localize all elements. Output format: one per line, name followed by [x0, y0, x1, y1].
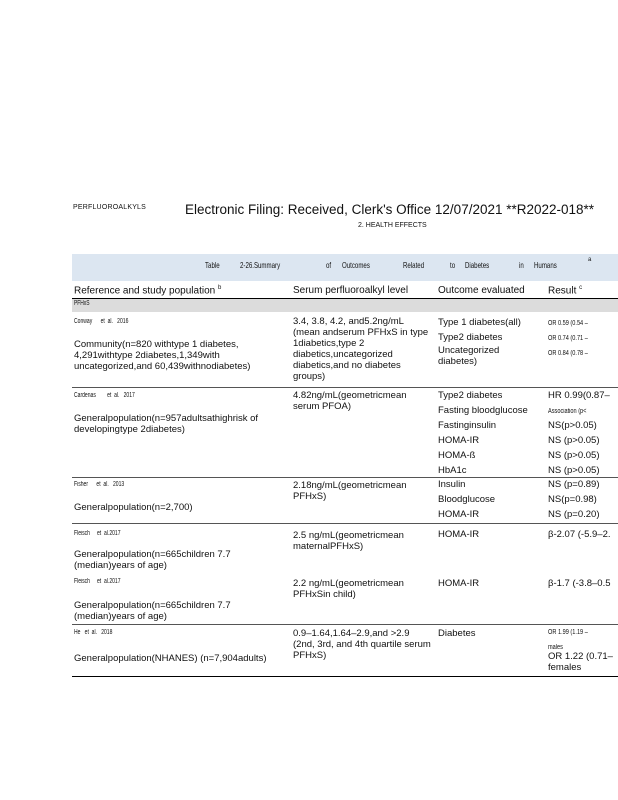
- result-item: NS (p>0.05): [548, 435, 600, 446]
- study-population: Generalpopulation(NHANES) (n=7,904adults): [74, 653, 267, 664]
- citation: Cardenas et al. 2017: [74, 392, 135, 399]
- outcome-item: HOMA-IR: [438, 435, 480, 446]
- citation: Fleisch et al.2017: [74, 578, 121, 585]
- table-title-word: to: [450, 260, 456, 270]
- result-list: [548, 388, 618, 478]
- serum-level: 2.2 ng/mL(geometricmean PFHxSin child): [293, 578, 404, 600]
- study-population: Generalpopulation(n=2,700): [74, 502, 193, 513]
- column-header-result: Result $^c$: [548, 285, 583, 297]
- row-divider: [72, 523, 618, 524]
- result-item: OR 1.22 (0.71–: [548, 651, 613, 662]
- table-title-word: 2-26.Summary: [240, 260, 281, 270]
- outcome-item: Fastinginsulin: [438, 420, 497, 431]
- outcome-list: [438, 477, 546, 522]
- serum-level: 2.18ng/mL(geometricmean PFHxS): [293, 480, 407, 502]
- section-band: [72, 299, 618, 312]
- result-item: OR 0.84 (0.78 –: [548, 350, 588, 357]
- table-title-word: Humans: [534, 260, 557, 270]
- outcome-list: [438, 388, 546, 478]
- column-header-outcome: Outcome evaluated: [438, 285, 525, 296]
- column-header-serum: Serum perfluoroalkyl level: [293, 285, 409, 296]
- result-item: NS (p=0.89): [548, 479, 600, 490]
- result-list: [548, 576, 618, 591]
- outcome-list: [438, 527, 546, 542]
- table-title-word: in: [519, 260, 524, 270]
- table-title-word: Diabetes: [465, 260, 490, 270]
- result-list: [548, 477, 618, 522]
- result-item: NS (p>0.05): [548, 465, 600, 476]
- result-item: NS(p=0.98): [548, 494, 597, 505]
- serum-level: 3.4, 3.8, 4.2, and5.2ng/mL (mean andserum PFHxS in type 1diabetics,type 2 diabetics,uncategorized diabetics,and no diabetes groups): [293, 316, 429, 382]
- serum-level: 4.82ng/mL(geometricmean serum PFOA): [293, 390, 407, 412]
- outcome-item: Type2 diabetes: [438, 390, 503, 401]
- study-population: Generalpopulation(n=957adultsathighrisk of developingtype 2diabetes): [74, 413, 259, 435]
- result-list: [548, 626, 618, 673]
- citation: He et al. 2018: [74, 629, 113, 636]
- table-title-bar: [72, 254, 618, 281]
- table-title-word: Outcomes: [342, 260, 370, 270]
- result-item: Association (p<: [548, 408, 587, 415]
- outcome-item: Bloodglucose: [438, 494, 496, 505]
- result-item: OR 0.59 (0.54 –: [548, 320, 588, 327]
- outcome-item: HOMA-IR: [438, 529, 480, 540]
- outcome-item: Fasting bloodglucose: [438, 405, 528, 416]
- serum-level: 2.5 ng/mL(geometricmean maternalPFHxS): [293, 530, 404, 552]
- outcome-list: [438, 626, 546, 641]
- outcome-item: HOMA-IR: [438, 509, 480, 520]
- result-item: NS(p>0.05): [548, 420, 597, 431]
- citation: Conway et al. 2016: [74, 318, 129, 325]
- outcome-item: HOMA-ß: [438, 450, 476, 461]
- column-header-reference: Reference and study population $^b$: [74, 285, 222, 297]
- section-label: PFHxS: [74, 300, 90, 307]
- result-list: [548, 315, 618, 360]
- result-item: females: [548, 662, 582, 673]
- outcome-item: Uncategorized diabetes): [438, 345, 500, 367]
- result-item: β-2.07 (-5.9–2.: [548, 529, 611, 540]
- outcome-list: [438, 576, 546, 591]
- table-bottom-rule: [72, 676, 618, 677]
- citation: Fleisch et al.2017: [74, 530, 121, 537]
- citation: Fisher et al. 2013: [74, 481, 125, 488]
- outcome-item: Insulin: [438, 479, 466, 490]
- result-item: β-1.7 (-3.8–0.5: [548, 578, 611, 589]
- section-heading: 2. HEALTH EFFECTS: [358, 222, 427, 229]
- outcome-item: Type2 diabetes: [438, 332, 503, 343]
- outcome-item: HbA1c: [438, 465, 467, 476]
- row-divider: [72, 624, 618, 625]
- result-item: HR 0.99(0.87–: [548, 390, 610, 401]
- study-population: Generalpopulation(n=665children 7.7 (median)years of age): [74, 549, 231, 571]
- running-header-left: PERFLUOROALKYLS: [73, 204, 147, 211]
- table-title-footnote-mark: a: [588, 257, 592, 263]
- result-item: males: [548, 644, 563, 651]
- study-population: Generalpopulation(n=665children 7.7 (median)years of age): [74, 600, 231, 622]
- result-item: OR 1.99 (1.19 –: [548, 629, 588, 636]
- serum-level: 0.9–1.64,1.64–2.9,and >2.9 (2nd, 3rd, and 4th quartile serum PFHxS): [293, 628, 431, 661]
- table-title-word: of: [326, 260, 332, 270]
- table-title-word: Related: [403, 260, 425, 270]
- table-title-word: Table: [205, 260, 220, 270]
- result-item: NS (p=0.20): [548, 509, 600, 520]
- result-item: NS (p>0.05): [548, 450, 600, 461]
- outcome-item: Type 1 diabetes(all): [438, 317, 521, 328]
- outcome-list: [438, 315, 546, 367]
- filing-stamp: Electronic Filing: Received, Clerk's Office 12/07/2021 **R2022-018**: [185, 202, 595, 217]
- result-item: OR 0.74 (0.71 –: [548, 335, 588, 342]
- outcome-item: HOMA-IR: [438, 578, 480, 589]
- result-list: [548, 527, 618, 542]
- outcome-item: Diabetes: [438, 628, 476, 639]
- study-population: Community(n=820 withtype 1 diabetes, 4,291withtype 2diabetes,1,349with uncategorized,and 60,439withnodiabetes): [74, 339, 251, 372]
